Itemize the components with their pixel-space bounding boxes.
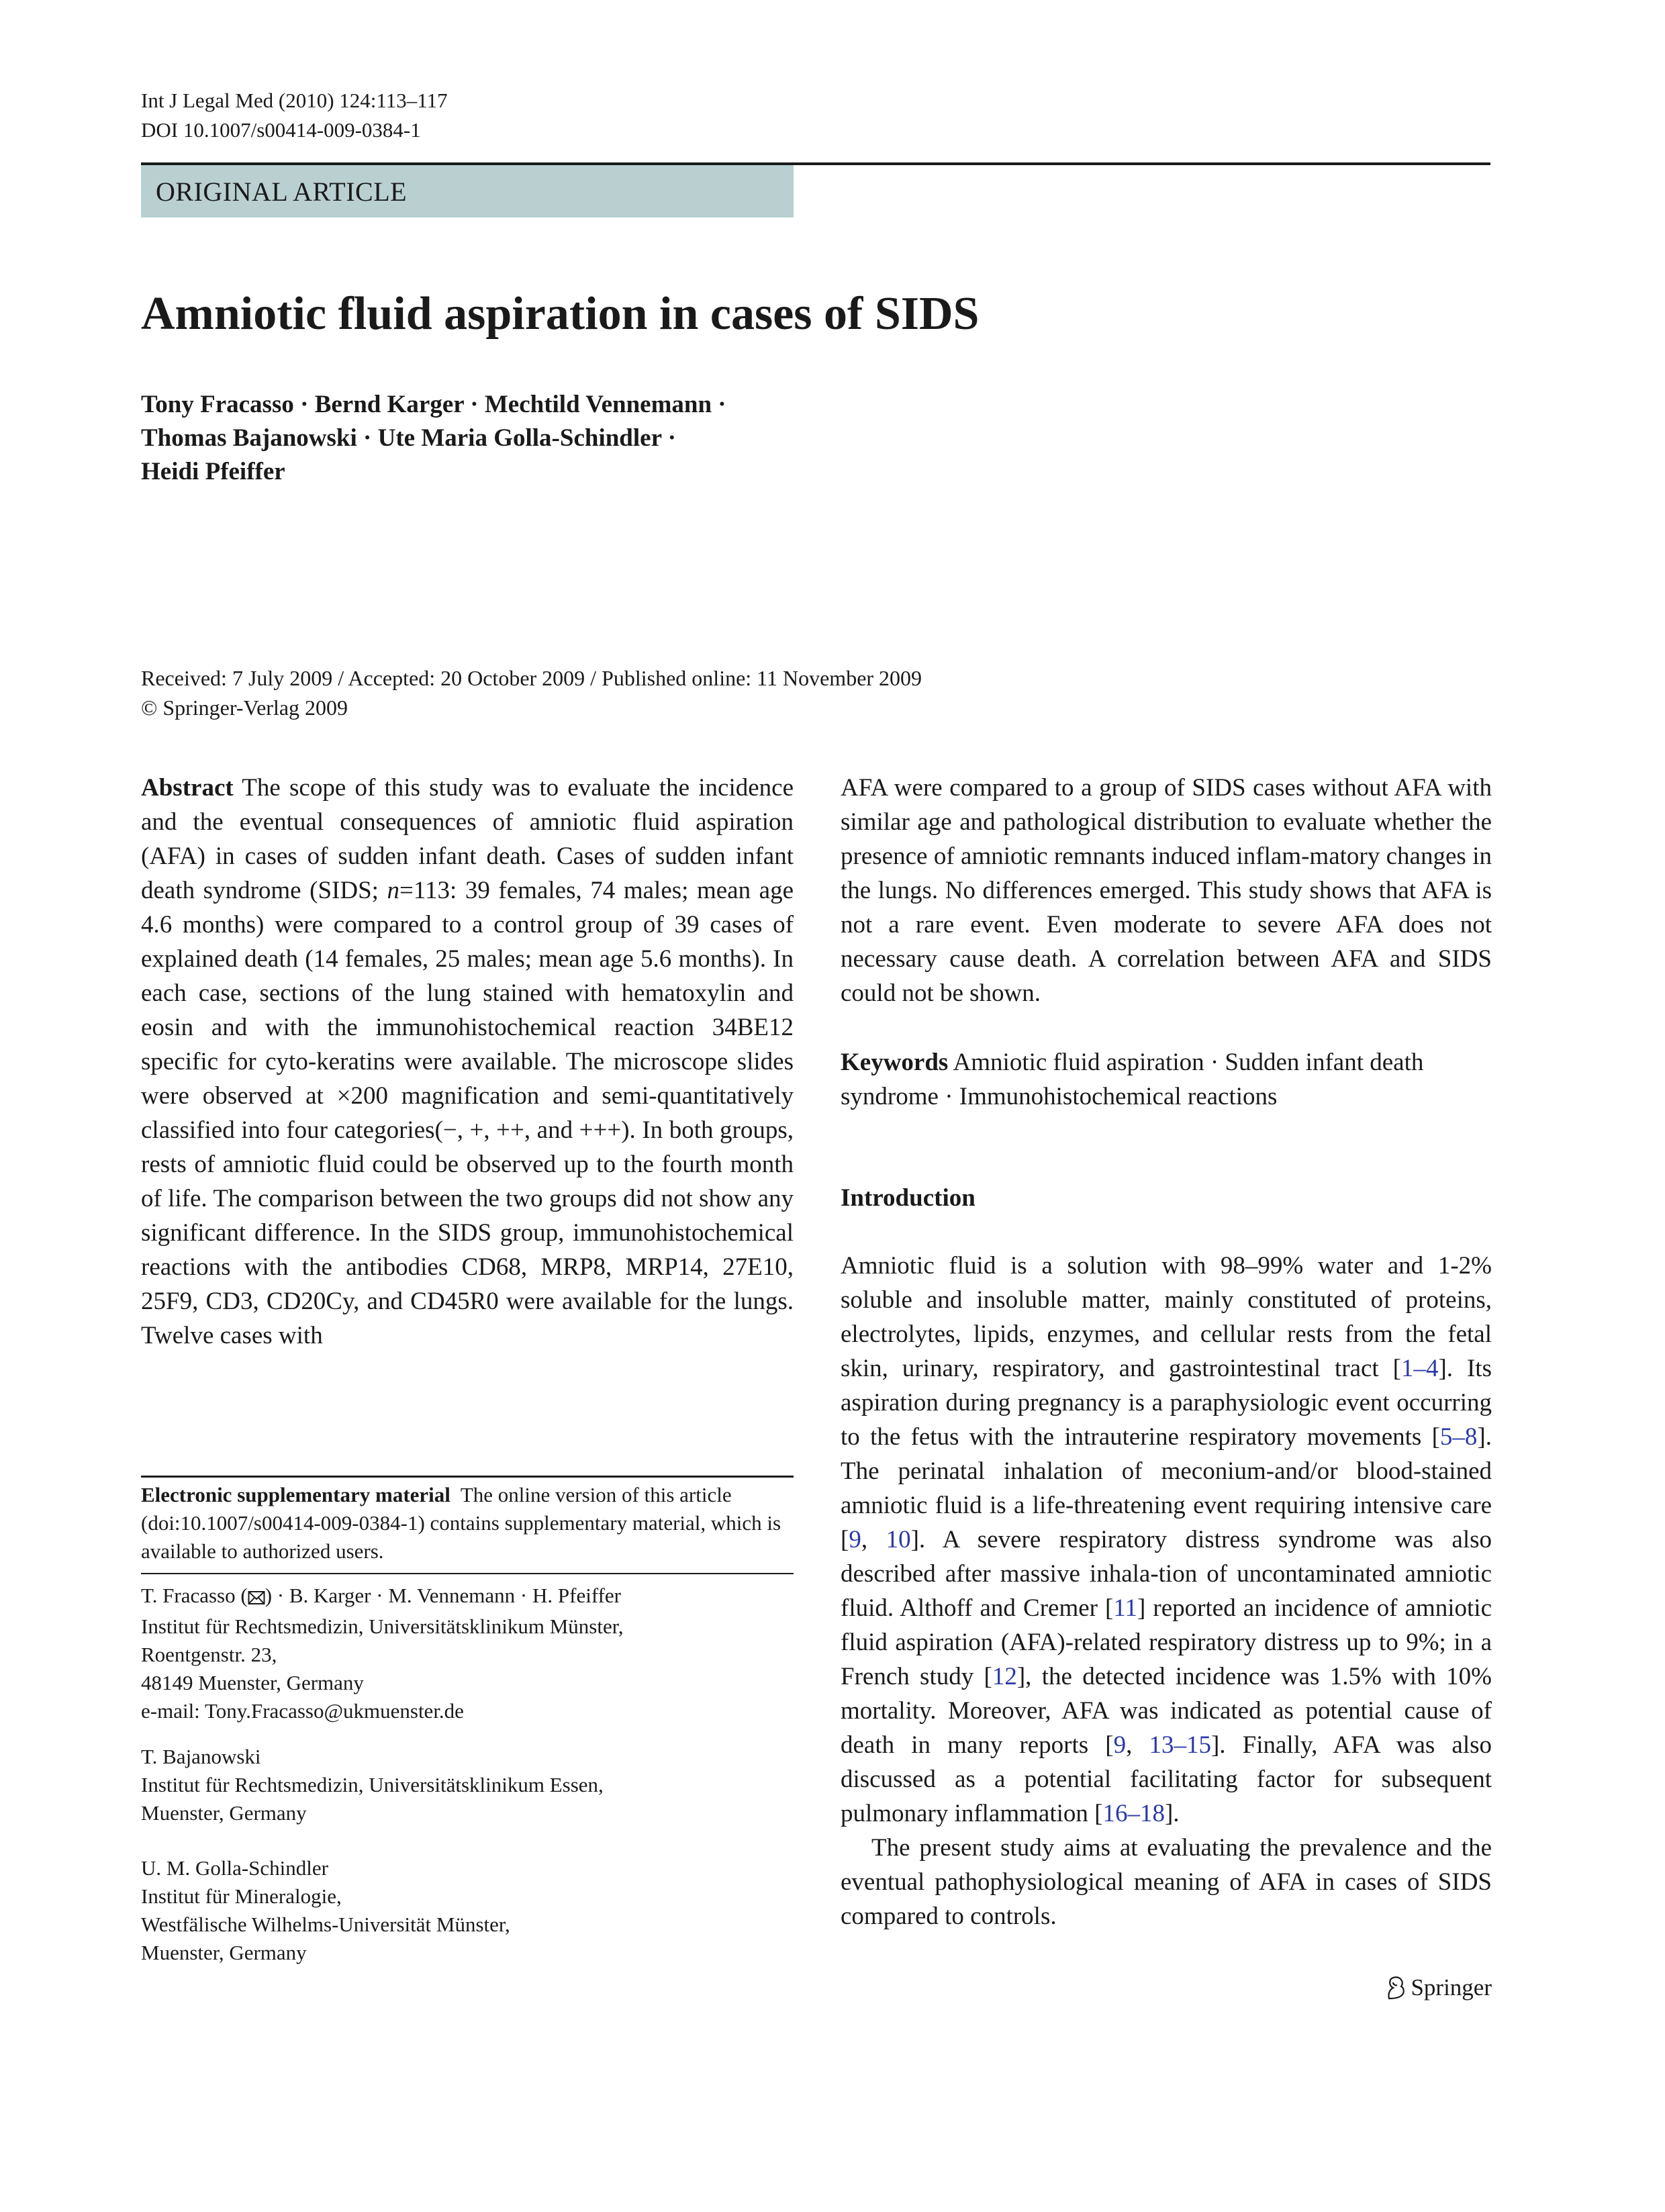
affiliation-2: [141, 1743, 794, 1827]
paragraph-text: Amniotic fluid is a solution with 98–99% water and 1-2% soluble and insoluble matter, mainly constituted of proteins, electrolytes, lipids, enzymes, and cellular rests from the fetal skin, urinary, respiratory, and gastrointestinal tract [: [841, 1252, 1492, 1382]
copyright-text: Springer-Verlag 2009: [162, 695, 348, 720]
affiliation-1: [141, 1582, 794, 1725]
citation-link[interactable]: 16–18: [1102, 1800, 1165, 1827]
copyright-icon: ©: [141, 695, 158, 720]
article-title: Amniotic fluid aspiration in cases of SIDS: [141, 288, 980, 340]
keyword-item: Immunohistochemical reactions: [959, 1083, 1278, 1110]
author-line-1: Tony Fracasso · Bernd Karger · Mechtild Vennemann ·: [141, 391, 726, 418]
keywords: Keywords Amniotic fluid aspiration · Sudden infant death syndrome · Immunohistochemical reactions: [841, 1049, 1424, 1110]
citation-link[interactable]: 11: [1113, 1594, 1138, 1622]
paragraph-text: ,: [861, 1526, 886, 1553]
citation-link[interactable]: 10: [886, 1526, 911, 1553]
esm-label: Electronic supplementary material: [141, 1483, 450, 1506]
paragraph-text: ]. Its aspiration during pregnancy is a paraphysiologic event occurring to the fetus with the intrauterine respiratory movements [: [841, 1355, 1492, 1451]
author-name[interactable]: Heidi Pfeiffer: [141, 458, 285, 485]
affiliation-line: Institut für Rechtsmedizin, Universitätsklinikum Essen,: [141, 1773, 604, 1796]
affiliation-line: 48149 Muenster, Germany: [141, 1671, 364, 1694]
copyright-line: [141, 693, 922, 722]
paragraph-text: ]. The perinatal inhalation of meconium-and/or blood-stained amniotic fluid is a life-threatening event requiring intensive care [: [841, 1423, 1492, 1553]
author-name[interactable]: Bernd Karger: [314, 391, 465, 418]
author-name[interactable]: Ute Maria Golla-Schindler: [377, 424, 662, 452]
paragraph-text: ]. Finally, AFA was also discussed as a potential facilitating factor for subsequent pulmonary inflammation [: [841, 1731, 1492, 1827]
affiliation-rule: [141, 1573, 794, 1574]
keyword-item: Sudden infant death syndrome: [841, 1049, 1424, 1110]
introduction-paragraph-2: The present study aims at evaluating the prevalence and the eventual pathophysiological meaning of AFA in cases of SIDS compared to controls.: [841, 1834, 1492, 1930]
author-name[interactable]: Mechtild Vennemann: [484, 391, 712, 418]
email-link[interactable]: e-mail: Tony.Fracasso@ukmuenster.de: [141, 1699, 464, 1723]
author-name[interactable]: Tony Fracasso: [141, 391, 294, 418]
citation-link[interactable]: 12: [992, 1663, 1017, 1690]
affiliation-line: Institut für Mineralogie,: [141, 1884, 342, 1908]
keyword-item: Amniotic fluid aspiration: [953, 1049, 1204, 1076]
received-date: Received: 7 July 2009: [141, 666, 333, 690]
citation-link[interactable]: 9: [849, 1526, 861, 1553]
affiliation-line: Westfälische Wilhelms-Universität Münster,: [141, 1913, 510, 1936]
affiliation-line: Muenster, Germany: [141, 1941, 307, 1964]
paragraph-text: ]. A severe respiratory distress syndrome was also described after massive inhala-tion of uncontaminated amniotic fluid. Althoff and Cremer [: [841, 1526, 1492, 1622]
section-label: ORIGINAL ARTICLE: [156, 177, 408, 207]
author-list: [141, 388, 726, 489]
paragraph-text: ,: [1126, 1731, 1149, 1759]
affiliation-line: Roentgenstr. 23,: [141, 1643, 277, 1666]
esm-text: The online version of this article (doi:10.1007/s00414-009-0384-1) contains supplementary material, which is available to authorized users.: [141, 1483, 781, 1563]
affiliation-authors: U. M. Golla-Schindler: [141, 1856, 328, 1880]
affiliation-3: [141, 1854, 794, 1967]
abstract-text-2: =113: 39 females, 74 males; mean age 4.6 months) were compared to a control group of 39 cases of explained death (14 females, 25 males; mean age 5.6 months). In each case, sections of the lung stained with hematoxylin and eosin and with the immunohistochemical reaction 34BE12 specific for cyto-keratins were available. The microscope slides were observed at ×200 magnification and semi-quantitatively classified into four categories(−, +, ++, and +++). In both groups, rests of amniotic fluid could be observed up to the fourth month of life. The comparison between the two groups did not show any significant difference. In the SIDS group, immunohistochemical reactions with the antibodies CD68, MRP8, MRP14, 27E10, 25F9, CD3, CD20Cy, and CD45R0 were available for the lungs. Twelve cases with: [141, 877, 794, 1349]
affiliation-line: Muenster, Germany: [141, 1801, 307, 1825]
citation-link[interactable]: 5–8: [1439, 1423, 1478, 1451]
citation-link[interactable]: 1–4: [1400, 1355, 1439, 1382]
springer-horse-icon: [1384, 1976, 1407, 2000]
footnote-rule: [141, 1476, 794, 1478]
affiliation-authors: T. Bajanowski: [141, 1745, 261, 1768]
article-dates: [141, 663, 922, 722]
introduction-paragraph-1: [841, 1249, 1492, 1831]
keywords-label: Keywords: [841, 1049, 949, 1076]
publisher-logo: [1384, 1974, 1492, 2001]
affiliation-authors: T. Fracasso ( ) · B. Karger · M. Vennemann · H. Pfeiffer: [141, 1582, 794, 1613]
history-line: Received: 7 July 2009 / Accepted: 20 October 2009 / Published online: 11 November 2009: [141, 666, 922, 690]
introduction-heading: Introduction: [841, 1184, 976, 1212]
publisher-name: Springer: [1411, 1974, 1492, 2001]
accepted-date: Accepted: 20 October 2009: [348, 666, 585, 690]
affiliation-line: Institut für Rechtsmedizin, Universitätsklinikum Münster,: [141, 1615, 624, 1638]
journal-citation: Int J Legal Med (2010) 124:113–117: [141, 89, 448, 112]
abstract: [141, 771, 794, 1353]
section-bar: [141, 165, 794, 218]
citation-link[interactable]: 9: [1113, 1731, 1127, 1759]
paragraph-text: ], the detected incidence was 1.5% with 10% mortality. Moreover, AFA was indicated as potential cause of death in many reports [: [841, 1663, 1492, 1759]
journal-doi: DOI 10.1007/s00414-009-0384-1: [141, 118, 421, 142]
citation-link[interactable]: 13–15: [1149, 1731, 1211, 1759]
envelope-icon[interactable]: [248, 1584, 265, 1613]
abstract-n-symbol: n: [387, 877, 400, 904]
abstract-column: [141, 771, 794, 1353]
author-name[interactable]: Thomas Bajanowski: [141, 424, 357, 452]
author-line-2: Thomas Bajanowski · Ute Maria Golla-Schindler ·: [141, 424, 676, 452]
paragraph-text: ].: [1164, 1800, 1180, 1827]
abstract-text-1: The scope of this study was to evaluate the incidence and the eventual consequences of amniotic fluid aspiration (AFA) in cases of sudden infant death. Cases of sudden infant death syndrome (SIDS;: [141, 774, 794, 904]
published-date: Published online: 11 November 2009: [602, 666, 922, 690]
abstract-label: Abstract: [141, 774, 234, 802]
right-column: [841, 771, 1492, 1933]
journal-header: [141, 86, 448, 145]
author-line-3: [141, 455, 726, 489]
supplementary-note: [141, 1481, 794, 1566]
paragraph-text: ] reported an incidence of amniotic fluid aspiration (AFA)-related respiratory distress up to 9%; in a French study [: [841, 1594, 1492, 1690]
abstract-continued: AFA were compared to a group of SIDS cases without AFA with similar age and pathological distribution to evaluate whether the presence of amniotic remnants induced inflam-matory changes in the lungs. No differences emerged. This study shows that AFA is not a rare event. Even moderate to severe AFA does not necessary cause death. A correlation between AFA and SIDS could not be shown.: [841, 774, 1492, 1007]
